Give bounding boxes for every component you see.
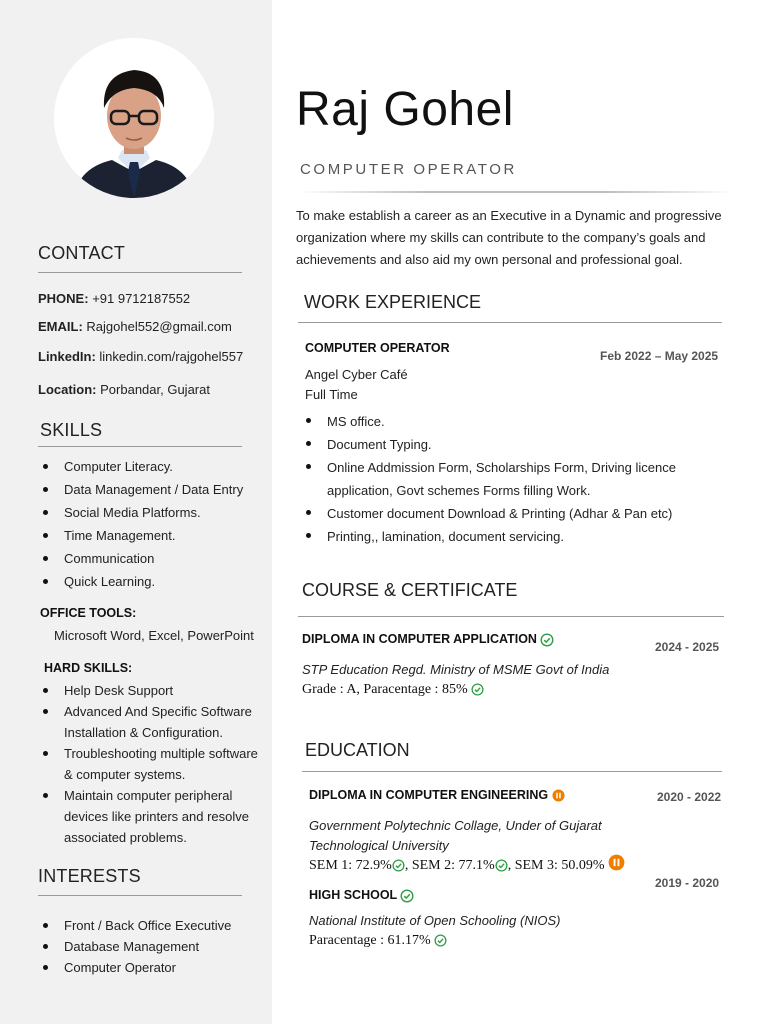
list-item: Data Management / Data Entry	[38, 479, 268, 500]
course-grade	[302, 682, 484, 698]
skills-list	[38, 456, 268, 592]
pause-icon	[608, 854, 625, 871]
course-dates: 2024 - 2025	[655, 640, 720, 654]
education-heading: EDUCATION	[305, 740, 410, 760]
location-value: Porbandar, Gujarat	[100, 382, 210, 397]
work-heading: WORK EXPERIENCE	[304, 292, 482, 312]
list-item: Computer Operator	[38, 957, 268, 978]
list-item: Help Desk Support	[38, 680, 266, 701]
list-item: Social Media Platforms.	[38, 502, 268, 523]
work-type: Full Time	[305, 387, 358, 402]
course-institute: STP Education Regd. Ministry of MSME Govt of India	[302, 662, 610, 677]
course-grade-text: Grade : A, Paracentage : 85%	[302, 682, 468, 697]
school-dates: 2019 - 2020	[655, 876, 720, 890]
work-duties	[301, 410, 721, 548]
skills-heading: SKILLS	[40, 420, 103, 440]
phone-label: PHONE:	[38, 291, 89, 306]
school-title	[309, 888, 414, 903]
education-divider	[302, 771, 722, 772]
linkedin-value[interactable]: linkedin.com/rajgohel557	[99, 349, 244, 364]
school-title-text: HIGH SCHOOL	[309, 888, 397, 902]
check-icon	[392, 859, 405, 872]
list-item: Customer document Download & Printing (Adhar & Pan etc)	[301, 502, 721, 525]
list-item: Front / Back Office Executive	[38, 915, 268, 936]
list-item: MS office.	[301, 410, 721, 433]
office-tools-value: Microsoft Word, Excel, PowerPoint	[54, 628, 254, 643]
title-divider	[296, 191, 736, 193]
school-grade-text: Paracentage : 61.17%	[309, 933, 431, 948]
avatar-photo	[54, 38, 214, 198]
contact-divider	[38, 272, 242, 273]
main-content	[272, 0, 768, 1024]
phone-value[interactable]: +91 9712187552	[92, 291, 191, 306]
contact-location	[38, 382, 210, 397]
contact-linkedin	[38, 349, 243, 364]
contact-email	[38, 319, 232, 334]
work-company: Angel Cyber Café	[305, 367, 408, 382]
course-title	[302, 632, 554, 647]
check-icon	[400, 889, 414, 903]
check-icon	[471, 683, 484, 696]
work-title: COMPUTER OPERATOR	[305, 341, 450, 355]
work-divider	[298, 322, 722, 323]
list-item: Printing,, lamination, document servicing.	[301, 525, 721, 548]
list-item: Quick Learning.	[38, 571, 268, 592]
diploma-dates: 2020 - 2022	[657, 790, 722, 804]
list-item: Advanced And Specific Software Installation & Configuration.	[38, 701, 266, 743]
contact-phone	[38, 291, 190, 306]
hard-skills-list	[38, 680, 266, 848]
sidebar	[0, 0, 272, 1024]
page-title: Raj Gohel	[296, 83, 514, 136]
diploma-sem-scores	[309, 858, 625, 874]
list-item: Communication	[38, 548, 268, 569]
hard-skills-heading: HARD SKILLS:	[44, 661, 133, 675]
diploma-institute: Government Polytechnic Collage, Under of Gujarat Technological University	[309, 818, 602, 853]
contact-heading: CONTACT	[38, 243, 126, 263]
sem2-score: , SEM 2: 77.1%	[404, 858, 495, 873]
email-label: EMAIL:	[38, 319, 83, 334]
check-icon	[434, 934, 447, 947]
sem1-score: SEM 1: 72.9%	[309, 858, 392, 873]
linkedin-label: LinkedIn:	[38, 349, 96, 364]
list-item: Maintain computer peripheral devices like printers and resolve associated problems.	[38, 785, 266, 848]
course-heading: COURSE & CERTIFICATE	[302, 580, 518, 600]
work-dates: Feb 2022 – May 2025	[600, 349, 719, 363]
pause-icon	[552, 789, 565, 802]
avatar	[54, 38, 214, 198]
skills-divider	[38, 446, 242, 447]
school-institute: National Institute of Open Schooling (NIOS)	[309, 913, 561, 928]
list-item: Time Management.	[38, 525, 268, 546]
interests-heading: INTERESTS	[38, 866, 141, 886]
check-icon	[540, 633, 554, 647]
interests-list	[38, 915, 268, 978]
interests-divider	[38, 895, 242, 896]
list-item: Computer Literacy.	[38, 456, 268, 477]
job-title: COMPUTER OPERATOR	[300, 161, 517, 178]
sem3-score: , SEM 3: 50.09%	[507, 858, 605, 873]
diploma-title	[309, 788, 565, 802]
list-item: Database Management	[38, 936, 268, 957]
office-tools-heading: OFFICE TOOLS:	[40, 606, 137, 620]
list-item: Online Addmission Form, Scholarships Form, Driving licence application, Govt schemes Forms filling Work.	[301, 456, 721, 502]
diploma-title-text: DIPLOMA IN COMPUTER ENGINEERING	[309, 788, 549, 802]
list-item: Troubleshooting multiple software & computer systems.	[38, 743, 266, 785]
summary: To make establish a career as an Executive in a Dynamic and progressive organization where my skills can contribute to the company’s goals and achievements and also aid my own personal and professional goal.	[296, 208, 722, 267]
list-item: Document Typing.	[301, 433, 721, 456]
course-title-text: DIPLOMA IN COMPUTER APPLICATION	[302, 632, 537, 646]
email-value[interactable]: Rajgohel552@gmail.com	[86, 319, 232, 334]
check-icon	[495, 859, 508, 872]
school-grade	[309, 933, 447, 949]
course-divider	[298, 616, 724, 617]
location-label: Location:	[38, 382, 97, 397]
